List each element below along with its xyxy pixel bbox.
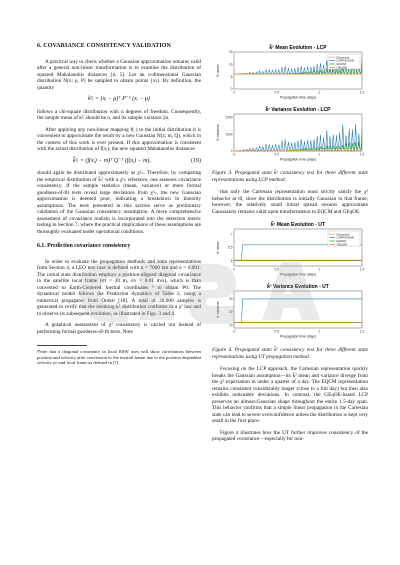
chart-title: k̂² Mean Evolution - LCP — [269, 45, 327, 51]
figure-caption: Figure 3. Propagated state k̂² consistency test for three different state representations using LCP method. — [212, 170, 368, 183]
y-tick-label: 6.5 — [228, 245, 233, 250]
x-tick-label: 1.5 — [359, 267, 365, 272]
chart-ut-variance — [212, 282, 368, 344]
legend-label: GEqOE — [336, 65, 348, 70]
paragraph: should again be distributed approximately as χ²ₙ. Therefore, by comparing the empirical distribution of k̂²ᵢ with a χ²ₙ reference, one assesses covariance consistency. If the sample statistics (mean, variance) or more formal goodness-of-fit tests reveal large deviations from χ²ₙ, the new Gaussian approximation is deemed poor, indicating a breakdown in linearity assumptions. The tests presented in this section serve as preliminary validation of the Gaussian consistency assumption. A more comprehensive assessment of covariance realism is incorporated into the detection metric testing in Section 7, where the practical implications of these assumptions are thoroughly evaluated under operational conditions. — [37, 170, 201, 235]
left-column — [37, 43, 201, 366]
x-tick-label: 1 — [318, 90, 321, 95]
equation-18 — [37, 96, 201, 103]
legend-label: EQCM — [336, 239, 346, 244]
y-axis-label: k̂² variance — [216, 124, 220, 141]
paragraph: A practical way to check whether a Gaussian approximation remains valid after a general non-linear transformation is to examine the distribution of squared Mahalanobis distances [4, 5]. Let an n-dimensional Gaussian distribution N(x; μ, P) be sampled to obtain points {xi}. By definition, the quantity — [37, 58, 201, 91]
chart-title: k̂² Variance Evolution - UT — [267, 284, 329, 290]
equation-19 — [37, 158, 201, 165]
figure-3 — [212, 43, 368, 183]
x-tick-label: 0 — [233, 152, 235, 157]
legend-label: CARTESIAN — [336, 58, 355, 63]
legend-label: CARTESIAN — [336, 235, 355, 240]
y-axis-label: k̂² variance — [216, 301, 220, 318]
figure-caption: Figure 4. Propagated state k̂² consistency test for three different state representations using UT propagation method. — [212, 347, 368, 360]
x-tick-label: 1 — [318, 267, 321, 272]
paragraph: After applying any non-linear mapping f(·) to the initial distribution it is convenient to approximate the result by a new Gaussian N(z; m, Q), which in the context of this work is ever present. If this approximation is consistent with the actual distribution of f(xᵢ), the new squared Mahalanobis distances — [37, 126, 201, 152]
legend-label: Expected — [336, 55, 350, 60]
y-tick-label: 7 — [230, 232, 233, 237]
section-heading: 6. COVARIANCE CONSISTENCY VALIDATION — [37, 43, 171, 49]
y-tick-label: 15 — [228, 50, 233, 55]
equation-body: k²ᵢ = (xᵢ − μ)ᵀ P⁻¹ (xᵢ − μ) — [88, 96, 150, 102]
y-tick-label: 10 — [228, 323, 233, 328]
x-axis-label: Propagation time (days) — [280, 157, 316, 162]
paragraph: In order to evaluate the propagation methods and state representations from Section 4, a LEO test case is defined with a = 7000 km and e = 0.001. The initial state distribution employs a position-aligned diagonal covariance in the satellite local frame (σr = 20 m, σv = 0.01 m/s), which is than converted to Earth-Centered Inertial coordinates ² to obtain P0. The dynamical model follows the Prediction dynamics of Table 2, using a numerical propagator from Orekit [18]. A total of 20,000 samples is generated to verify that the resulting k̂² distribution conforms to a χ² law and to observe its subsequent evolution, as illustrated in Figs. 3 and 4. — [37, 258, 201, 317]
chart-ut-mean — [212, 220, 368, 282]
paragraph: A graphical assessment of χ² consistency is carried out instead of performing formal goodness-of-fit tests. Note — [37, 322, 201, 335]
x-tick-label: 1 — [318, 329, 321, 334]
paragraph: that only the Cartesian representation must strictly satisfy the χ² behavior at t0, since the distribution is initially Gaussian in that frame; however, the relatively small initial spread ensures approximate Gaussianity remains valid upon transformation to EQCM and GEqOE. — [212, 189, 368, 215]
paragraph: Figure 4 illustrates how the UT further improves consistency of the propagated covariance—especially for non- — [212, 429, 368, 442]
chart-lcp-mean — [212, 43, 368, 105]
x-tick-label: 0.5 — [274, 90, 279, 95]
x-tick-label: 0 — [233, 329, 235, 334]
x-axis-label: Propagation time (days) — [280, 95, 316, 100]
x-tick-label: 0.5 — [274, 152, 279, 157]
x-axis-label: Propagation time (days) — [280, 272, 316, 277]
x-tick-label: 0 — [233, 267, 235, 272]
x-tick-label: 1.5 — [359, 90, 365, 95]
chart-title: k̂² Mean Evolution - UT — [271, 222, 325, 228]
y-tick-label: 30 — [228, 297, 233, 302]
right-column — [212, 43, 368, 448]
y-axis-label: k̂² mean — [216, 241, 220, 254]
x-tick-label: 1.5 — [359, 329, 365, 334]
y-tick-label: 2000 — [225, 115, 233, 120]
x-axis-label: Propagation time (days) — [280, 334, 316, 339]
y-tick-label: 6 — [230, 258, 233, 263]
x-tick-label: 0 — [233, 90, 235, 95]
y-tick-label: 20 — [228, 310, 233, 315]
chart-lcp-variance — [212, 105, 368, 167]
x-tick-label: 1.5 — [359, 152, 365, 157]
x-tick-label: 1 — [318, 152, 321, 157]
paragraph: follows a chi-square distribution with n degrees of freedom. Consequently, the sample mean of k²ᵢ should be n, and its sample variance 2n. — [37, 108, 201, 121]
y-tick-label: 5 — [230, 74, 233, 79]
equation-number: (19) — [191, 157, 201, 164]
legend-label: Expected — [336, 232, 350, 237]
figure-4 — [212, 220, 368, 360]
subsection-heading: 6.1. Prediction covariance consistency — [37, 243, 131, 249]
y-tick-label: 0 — [230, 149, 233, 154]
y-tick-label: 10 — [228, 62, 233, 67]
x-tick-label: 0.5 — [274, 267, 279, 272]
chart-title: k̂² Variance Evolution - LCP — [265, 107, 331, 113]
equation-body: k̂²ᵢ = (f(xᵢ) − m)ᵀ Q⁻¹ (f(xᵢ) − m), — [73, 157, 151, 164]
y-axis-label: k̂² mean — [216, 64, 220, 77]
paragraph: Focusing on the LCP approach, the Cartesian representation quickly breaks the Gaussian assumption—its k̂² mean and variance diverge from the χ² expectation in under a quarter of a day. The EQCM representation remains consistent considerably longer (close to a full day) but then also exhibits noticeable deviations. In contrast, the GEqOE-based LCP preserves an almost-Gaussian shape throughout the entire 1.5-day span. This behavior confirms that a simple linear propagation in the Cartesian state can lead to severe overconfidence unless the distribution is kept very small in the first place. — [212, 366, 368, 424]
footnote-rule — [37, 345, 87, 346]
footnote: ²Note that a diagonal covariance in local RSW axes will show correlations between position and velocity after conversion to the inertial frame due to the position dependent velocity of said local frame as defined in [7]. — [37, 349, 201, 366]
y-tick-label: 0 — [230, 87, 233, 92]
legend-label: GEqOE — [336, 242, 348, 247]
y-tick-label: 1000 — [225, 132, 233, 137]
x-tick-label: 0.5 — [274, 329, 279, 334]
legend-label: EQCM — [336, 62, 346, 67]
